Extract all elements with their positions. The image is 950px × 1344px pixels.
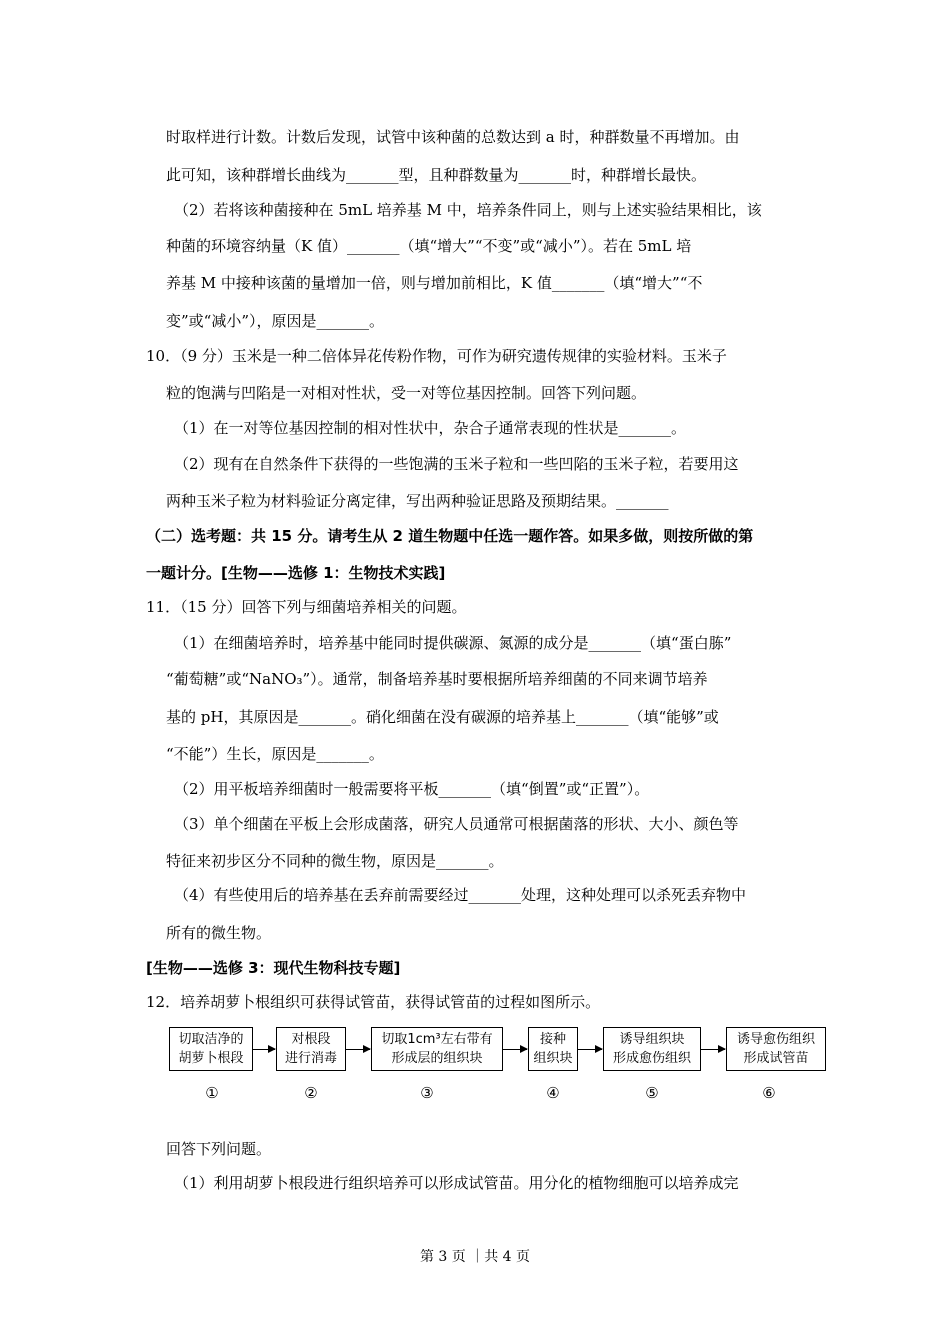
flow-step-label: 组织块 bbox=[533, 1051, 573, 1066]
flow-step-1 bbox=[169, 1027, 253, 1071]
text-line: （1）利用胡萝卜根段进行组织培养可以形成试管苗。用分化的植物细胞可以培养成完 bbox=[174, 1174, 739, 1192]
flow-step-label: 切取洁净的 bbox=[178, 1032, 244, 1047]
text-line: （2）用平板培养细菌时一般需要将平板_______（填“倒置”或“正置”）。 bbox=[174, 780, 650, 798]
flow-step-label: 胡萝卜根段 bbox=[178, 1051, 244, 1066]
step-number: ① bbox=[205, 1084, 219, 1102]
text-line: 养基 M 中接种该菌的量增加一倍，则与增加前相比，K 值_______（填“增大”“不 bbox=[166, 274, 703, 292]
step-number: ④ bbox=[546, 1084, 560, 1102]
flow-step-5 bbox=[603, 1027, 701, 1071]
text-line: 粒的饱满与凹陷是一对相对性状，受一对等位基因控制。回答下列问题。 bbox=[166, 384, 647, 402]
arrow-icon bbox=[701, 1049, 725, 1050]
text-line: 此可知，该种群增长曲线为_______型，且种群数量为_______时，种群增长最快。 bbox=[166, 166, 707, 184]
section-heading: （二）选考题：共 15 分。请考生从 2 道生物题中任选一题作答。如果多做，则按所做的第 bbox=[146, 527, 754, 545]
step-number: ③ bbox=[420, 1084, 434, 1102]
flow-step-3 bbox=[371, 1027, 503, 1071]
flow-step-label: 切取1cm³左右带有 bbox=[381, 1032, 493, 1047]
text-line: （1）在细菌培养时，培养基中能同时提供碳源、氮源的成分是_______（填“蛋白胨” bbox=[174, 634, 732, 652]
text-line: 两种玉米子粒为材料验证分离定律，写出两种验证思路及预期结果。_______ bbox=[166, 492, 669, 510]
flow-step-label: 接种 bbox=[539, 1032, 566, 1047]
flow-step-label: 形成愈伤组织 bbox=[612, 1051, 691, 1066]
text-line: （3）单个细菌在平板上会形成菌落，研究人员通常可根据菌落的形状、大小、颜色等 bbox=[174, 815, 739, 833]
flow-step-4 bbox=[528, 1027, 578, 1071]
arrow-icon bbox=[503, 1049, 527, 1050]
text-line: （2）现有在自然条件下获得的一些饱满的玉米子粒和一些凹陷的玉米子粒，若要用这 bbox=[174, 455, 739, 473]
flow-step-label: 形成层的组织块 bbox=[391, 1051, 483, 1066]
flow-step-label: 诱导组织块 bbox=[619, 1032, 685, 1047]
text-line: “不能”）生长，原因是_______。 bbox=[166, 745, 384, 763]
flow-step-label: 对根段 bbox=[291, 1032, 331, 1047]
step-number: ② bbox=[304, 1084, 318, 1102]
question-11: 11．（15 分）回答下列与细菌培养相关的问题。 bbox=[146, 598, 467, 616]
text-line: 所有的微生物。 bbox=[166, 924, 272, 942]
text-line: 回答下列问题。 bbox=[166, 1140, 272, 1158]
step-number: ⑤ bbox=[645, 1084, 659, 1102]
text-line: 变”或“减小”），原因是_______。 bbox=[166, 312, 385, 330]
section-heading: [生物——选修 3：现代生物科技专题] bbox=[146, 959, 401, 977]
page-footer: 第 3 页 ｜共 4 页 bbox=[419, 1249, 531, 1265]
step-number: ⑥ bbox=[762, 1084, 776, 1102]
flow-step-label: 形成试管苗 bbox=[743, 1051, 809, 1066]
flow-step-label: 诱导愈伤组织 bbox=[736, 1032, 815, 1047]
arrow-icon bbox=[346, 1049, 370, 1050]
arrow-icon bbox=[253, 1049, 275, 1050]
question-10: 10．（9 分）玉米是一种二倍体异花传粉作物，可作为研究遗传规律的实验材料。玉米子 bbox=[146, 347, 727, 365]
question-12: 12．培养胡萝卜根组织可获得试管苗，获得试管苗的过程如图所示。 bbox=[146, 993, 601, 1011]
text-line: 特征来初步区分不同种的微生物，原因是_______。 bbox=[166, 852, 504, 870]
text-line: （1）在一对等位基因控制的相对性状中，杂合子通常表现的性状是_______。 bbox=[174, 419, 687, 437]
text-line: “葡萄糖”或“NaNO₃”）。通常，制备培养基时要根据所培养细菌的不同来调节培养 bbox=[166, 670, 708, 688]
text-line: 种菌的环境容纳量（K 值）_______（填“增大”“不变”或“减小”）。若在 5mL 培 bbox=[166, 237, 692, 255]
section-heading: 一题计分。[生物——选修 1：生物技术实践] bbox=[146, 564, 446, 582]
flow-step-6 bbox=[726, 1027, 826, 1071]
text-line: （4）有些使用后的培养基在丢弃前需要经过_______处理，这种处理可以杀死丢弃物中 bbox=[174, 886, 747, 904]
flow-step-2 bbox=[276, 1027, 346, 1071]
arrow-icon bbox=[578, 1049, 602, 1050]
flow-step-label: 进行消毒 bbox=[284, 1051, 337, 1066]
text-line: 基的 pH，其原因是_______。硝化细菌在没有碳源的培养基上_______（填“能够”或 bbox=[166, 708, 719, 726]
text-line: （2）若将该种菌接种在 5mL 培养基 M 中，培养条件同上，则与上述实验结果相比，该 bbox=[174, 201, 762, 219]
text-line: 时取样进行计数。计数后发现，试管中该种菌的总数达到 a 时，种群数量不再增加。由 bbox=[166, 128, 740, 146]
